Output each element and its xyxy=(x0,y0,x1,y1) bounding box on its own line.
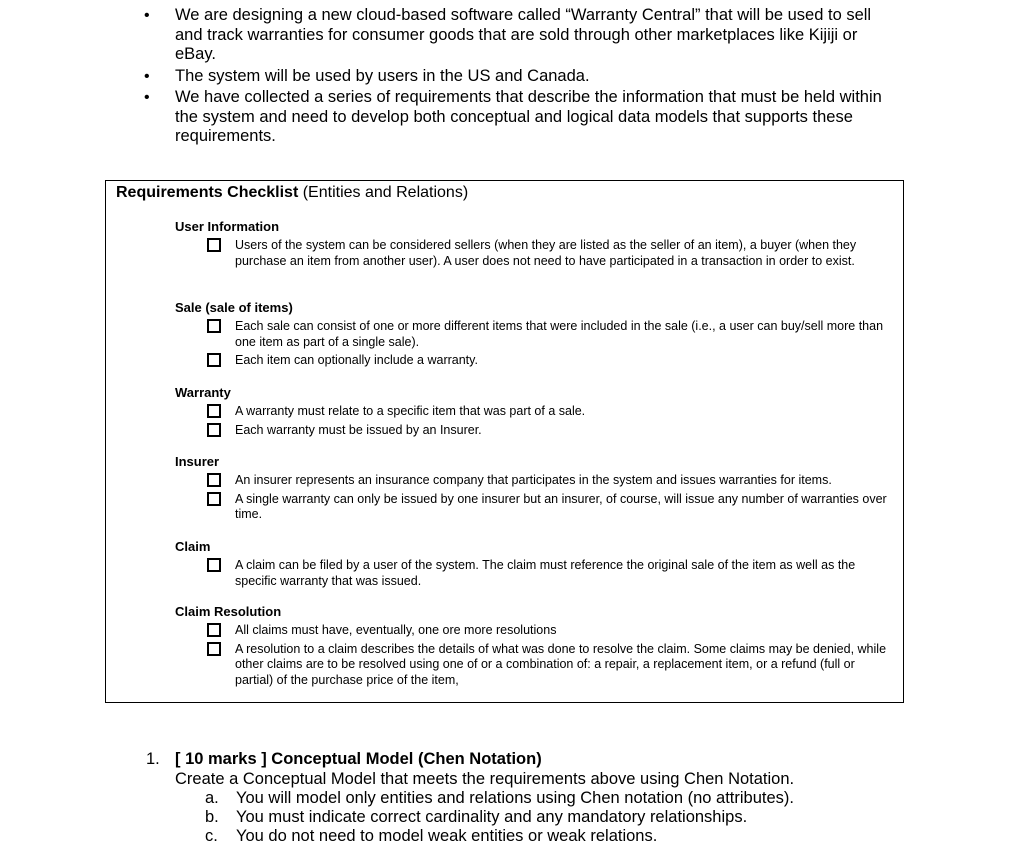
requirement-item xyxy=(175,623,895,639)
requirement-text: All claims must have, eventually, one ore more resolutions xyxy=(235,623,557,637)
section-insurer xyxy=(175,454,895,526)
question-number: 1. xyxy=(146,750,160,768)
question-subpoint xyxy=(0,808,1013,827)
subpoint-text: You do not need to model weak entities or weak relations. xyxy=(236,827,658,845)
question-heading: [ 10 marks ] Conceptual Model (Chen Notation) xyxy=(175,750,542,768)
checkbox-icon[interactable] xyxy=(207,492,221,506)
checkbox-icon[interactable] xyxy=(207,238,221,252)
checklist-title xyxy=(116,183,468,203)
intro-bullet-text: We have collected a series of requirements that describe the information that must be held within the system and need to develop both conceptual and logical data models that supports these requirements. xyxy=(175,88,882,145)
requirement-item xyxy=(175,319,895,350)
question-description: Create a Conceptual Model that meets the requirements above using Chen Notation. xyxy=(175,769,795,788)
intro-bullet-list xyxy=(0,6,1013,149)
section-heading: Insurer xyxy=(175,454,220,469)
bullet-icon: • xyxy=(144,67,150,85)
section-user-information xyxy=(175,219,895,272)
requirement-item xyxy=(175,642,895,689)
requirement-item xyxy=(175,492,895,523)
question-description-line xyxy=(0,770,1013,790)
checkbox-icon[interactable] xyxy=(207,473,221,487)
section-heading: Sale (sale of items) xyxy=(175,300,293,315)
checkbox-icon[interactable] xyxy=(207,404,221,418)
section-heading: Claim Resolution xyxy=(175,604,282,619)
subpoint-letter: b. xyxy=(205,808,219,826)
subpoint-text: You will model only entities and relations using Chen notation (no attributes). xyxy=(236,789,794,807)
section-sale xyxy=(175,300,895,372)
question-heading-line xyxy=(0,750,1013,770)
subpoint-letter: a. xyxy=(205,789,219,807)
section-claim-resolution xyxy=(175,604,895,691)
intro-bullet-text: We are designing a new cloud-based software called “Warranty Central” that will be used to sell and track warranties for consumer goods that are sold through other marketplaces like Kijiji or eBay. xyxy=(175,6,872,63)
question-1 xyxy=(0,750,1013,846)
requirement-text: A resolution to a claim describes the details of what was done to resolve the claim. Some claims may be denied, while other claims are to be resolved using one of or a combination of: a repair, a replacement item, or a refund (full or partial) of the purchase price of the item, xyxy=(235,641,887,687)
section-heading: Claim xyxy=(175,539,211,554)
requirement-text: A warranty must relate to a specific item that was part of a sale. xyxy=(235,404,586,418)
requirement-text: An insurer represents an insurance company that participates in the system and issues warranties for items. xyxy=(235,473,832,487)
checkbox-icon[interactable] xyxy=(207,642,221,656)
requirement-text: A single warranty can only be issued by one insurer but an insurer, of course, will issue any number of warranties over time. xyxy=(235,491,887,521)
requirements-checklist xyxy=(105,180,904,703)
checkbox-icon[interactable] xyxy=(207,558,221,572)
requirement-item xyxy=(175,238,895,269)
requirement-text: Users of the system can be considered sellers (when they are listed as the seller of an item), a buyer (when they purchase an item from another user). A user does not need to have participated in a transaction in order to exist. xyxy=(235,238,857,268)
requirement-item xyxy=(175,558,895,589)
section-claim xyxy=(175,539,895,592)
requirement-item xyxy=(175,423,895,439)
requirement-text: A claim can be filed by a user of the system. The claim must reference the original sale of the item as well as the specific warranty that was issued. xyxy=(235,558,856,588)
requirement-text: Each warranty must be issued by an Insurer. xyxy=(235,422,482,437)
question-subpoint xyxy=(0,827,1013,846)
bullet-icon: • xyxy=(144,7,150,24)
subpoint-letter: c. xyxy=(205,827,218,845)
checklist-title-bold: Requirements Checklist xyxy=(116,184,299,201)
intro-bullet xyxy=(0,6,895,65)
question-subpoint xyxy=(0,789,1013,808)
subpoint-text: You must indicate correct cardinality and any mandatory relationships. xyxy=(236,808,748,826)
intro-bullet xyxy=(0,67,895,87)
checkbox-icon[interactable] xyxy=(207,353,221,367)
checkbox-icon[interactable] xyxy=(207,423,221,437)
requirement-item xyxy=(175,473,895,489)
checkbox-icon[interactable] xyxy=(207,319,221,333)
bullet-icon: • xyxy=(144,89,150,106)
requirement-item xyxy=(175,404,895,420)
requirement-text: Each sale can consist of one or more different items that were included in the sale (i.e., a user can buy/sell more than one item as part of a single sale). xyxy=(235,319,884,349)
section-heading: User Information xyxy=(175,219,280,234)
intro-bullet xyxy=(0,88,895,147)
requirement-item xyxy=(175,353,895,369)
checkbox-icon[interactable] xyxy=(207,623,221,637)
section-heading: Warranty xyxy=(175,385,231,400)
checklist-title-rest: (Entities and Relations) xyxy=(298,184,469,201)
requirement-text: Each item can optionally include a warranty. xyxy=(235,353,478,367)
section-warranty xyxy=(175,385,895,441)
intro-bullet-text: The system will be used by users in the US and Canada. xyxy=(175,66,590,85)
